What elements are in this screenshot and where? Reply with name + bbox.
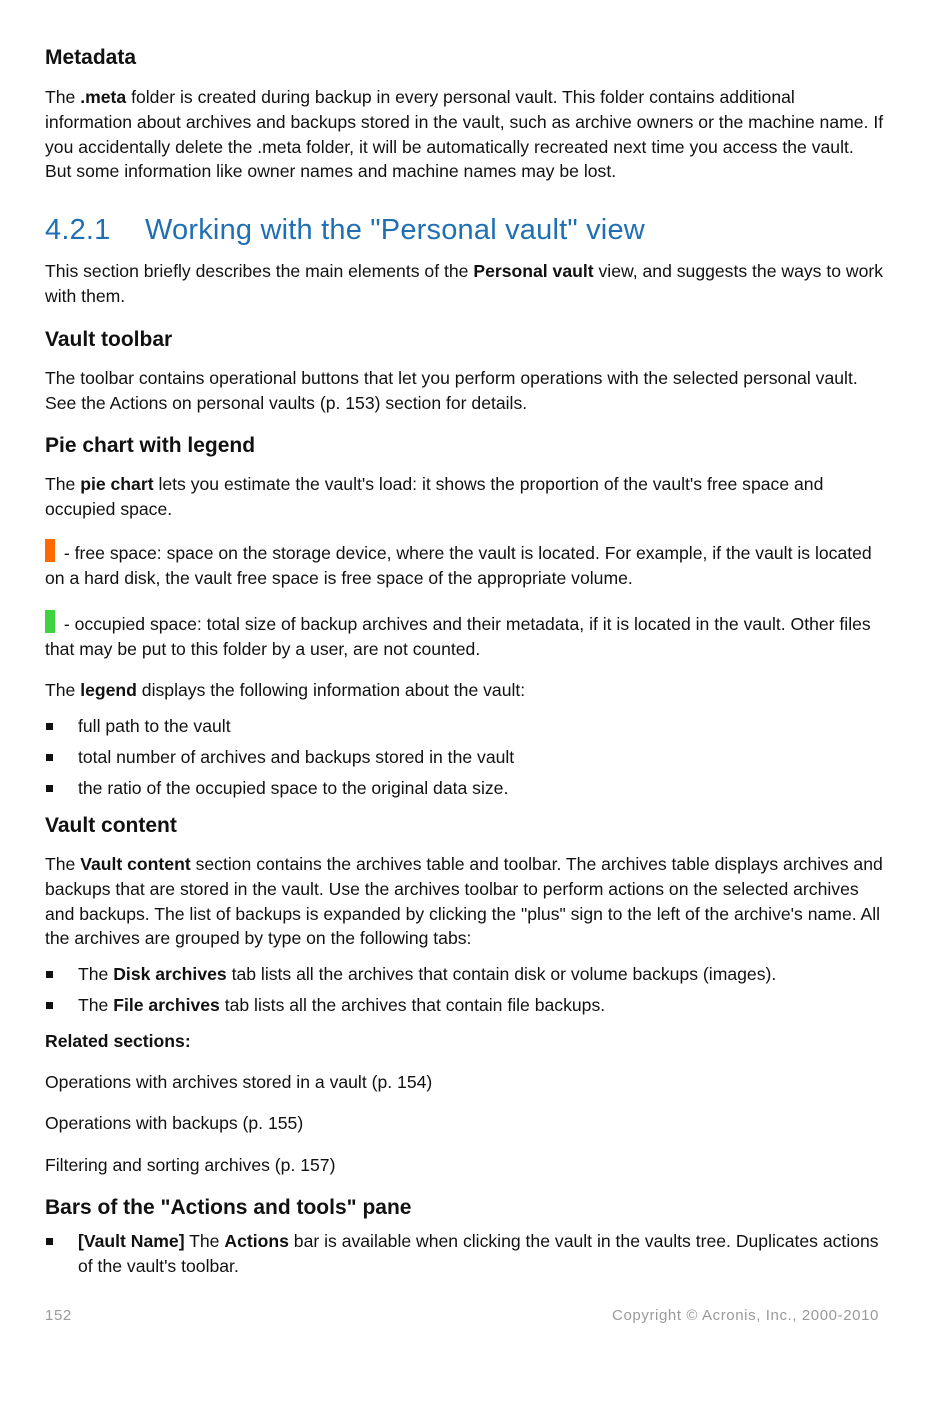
bars-bullet-list [45, 1229, 885, 1279]
vault-toolbar-heading: Vault toolbar [45, 328, 173, 351]
copyright: Copyright © Acronis, Inc., 2000-2010 [612, 1307, 879, 1324]
metadata-paragraph: The .meta folder is created during backup in every personal vault. This folder contains additional information about archives and backups stored in the vault, such as archive owners or the machine name. If you accidentally delete the .meta folder, it will be automatically recreated next time you access the vault. But some information like owner names and machine names may be lost. [45, 87, 884, 182]
legend-bullet-list [45, 714, 885, 800]
free-space-item: - free space: space on the storage device, where the vault is located. For example, if the vault is located on a hard disk, the vault free space is free space of the appropriate volume. [45, 539, 885, 591]
related-link[interactable]: Filtering and sorting archives (p. 157) [45, 1155, 336, 1175]
section-title [45, 214, 885, 247]
list-item: [Vault Name] The Actions bar is available when clicking the vault in the vaults tree. Duplicates actions of the vault's toolbar. [45, 1229, 885, 1279]
list-item: total number of archives and backups stored in the vault [45, 745, 885, 770]
related-link[interactable]: Operations with archives stored in a vault (p. 154) [45, 1072, 433, 1092]
vault-toolbar-paragraph: The toolbar contains operational buttons that let you perform operations with the selected personal vault. See the Actions on personal vaults (p. 153) section for details. [45, 368, 858, 413]
list-item: The Disk archives tab lists all the archives that contain disk or volume backups (images). [45, 962, 885, 987]
occupied-space-swatch-icon [45, 610, 55, 633]
legend-paragraph: The legend displays the following information about the vault: [45, 680, 526, 700]
list-item: The File archives tab lists all the archives that contain file backups. [45, 993, 885, 1018]
section-number: 4.2.1 [45, 214, 111, 246]
vault-content-paragraph: The Vault content section contains the archives table and toolbar. The archives table displays archives and backups that are stored in the vault. Use the archives toolbar to perform actions on the selected archives and backups. The list of backups is expanded by clicking the "plus" sign to the left of the archive's name. All the archives are grouped by type on the following tabs: [45, 854, 883, 949]
bars-heading: Bars of the "Actions and tools" pane [45, 1196, 412, 1219]
tabs-bullet-list [45, 962, 885, 1018]
section-intro: This section briefly describes the main elements of the Personal vault view, and suggests the ways to work with them. [45, 261, 884, 306]
list-item: the ratio of the occupied space to the original data size. [45, 776, 885, 801]
vault-content-heading: Vault content [45, 814, 177, 837]
list-item: full path to the vault [45, 714, 885, 739]
page-number: 152 [45, 1307, 72, 1324]
pie-chart-heading: Pie chart with legend [45, 434, 256, 457]
related-sections-heading: Related sections: [45, 1031, 191, 1051]
pie-chart-paragraph: The pie chart lets you estimate the vault's load: it shows the proportion of the vault's free space and occupied space. [45, 474, 824, 519]
related-link[interactable]: Operations with backups (p. 155) [45, 1113, 304, 1133]
occupied-space-item: - occupied space: total size of backup archives and their metadata, if it is located in the vault. Other files that may be put to this folder by a user, are not counted. [45, 610, 885, 662]
free-space-swatch-icon [45, 539, 55, 562]
section-title-text: Working with the "Personal vault" view [145, 214, 645, 246]
metadata-heading: Metadata [45, 46, 137, 69]
